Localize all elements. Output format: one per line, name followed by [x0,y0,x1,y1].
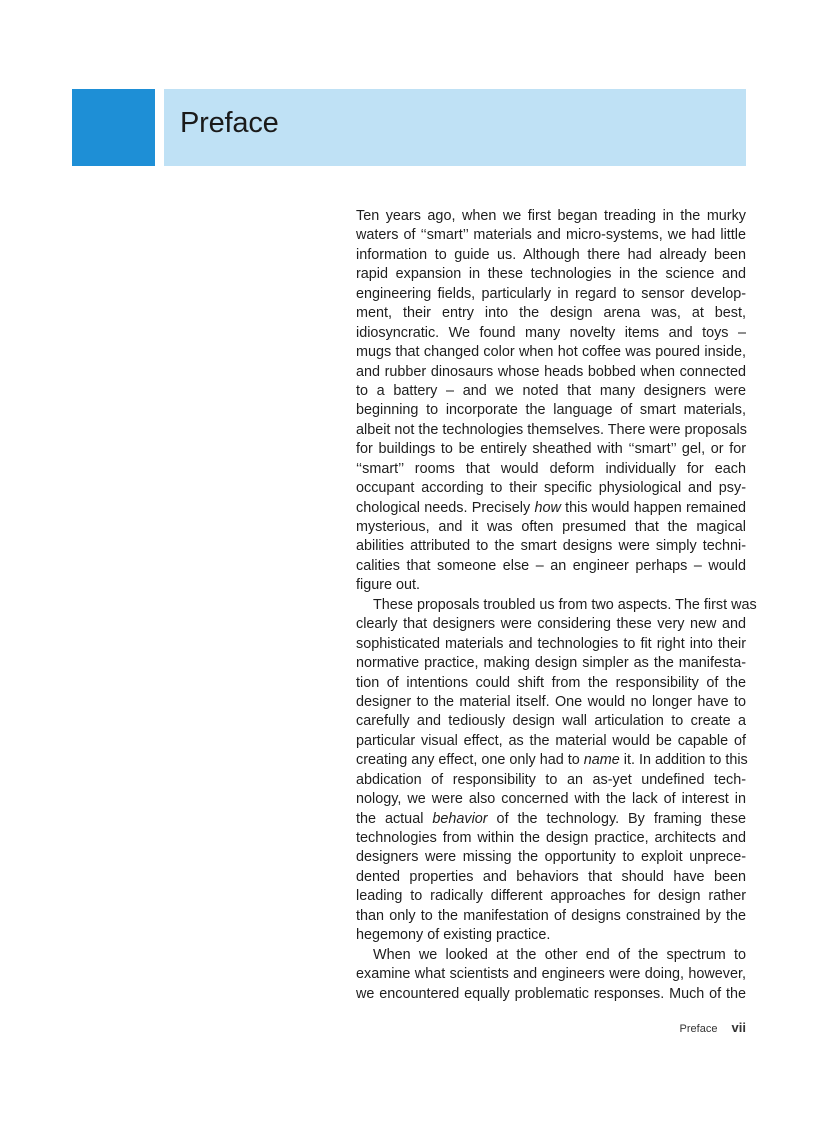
text-line: than only to the manifestation of designs constrained by the [356,907,746,924]
text-line: figure out. [356,577,420,594]
text-segment: of the technology. By framing these [487,810,746,827]
text-line: tion of intentions could shift from the responsibility of the [356,674,746,691]
accent-square [72,89,155,166]
text-line: to a battery – and we noted that many designers were [356,382,746,399]
text-line: we encountered equally problematic responses. Much of the [356,985,746,1002]
text-line: albeit not the technologies themselves. There were proposals [356,421,747,438]
text-line: hegemony of existing practice. [356,927,551,944]
text-line: technologies from within the design practice, architects and [356,830,746,846]
text-segment: creating any effect, one only had to [356,752,584,769]
text-line: engineering fields, particularly in regard to sensor develop- [356,285,746,302]
text-segment: it. In addition to this [619,752,748,769]
text-line: particular visual effect, as the material would be capable of [356,732,746,749]
text-line [356,810,746,829]
running-footer [680,1020,746,1035]
text-line: mugs that changed color when hot coffee was poured inside, [356,344,746,361]
text-line: waters of ‘‘smart’’ materials and micro-systems, we had little [356,227,746,244]
text-segment: the actual [356,810,433,827]
text-line: abilities attributed to the smart designs were simply techni- [356,538,746,555]
text-line: beginning to incorporate the language of smart materials, [356,402,746,419]
text-line: dented properties and behaviors that should have been [356,868,746,885]
text-line: ment, their entry into the design arena was, at best, [356,305,746,322]
text-line: idiosyncratic. We found many novelty items and toys – [356,324,746,341]
page-number: vii [731,1020,746,1035]
text-line: designer to the material itself. One would no longer have to [356,693,746,710]
text-line: normative practice, making design simpler as the manifesta- [356,655,746,672]
text-line: mysterious, and it was often presumed that the magical [356,519,746,535]
text-line: and rubber dinosaurs whose heads bobbed when connected [356,363,746,380]
text-line: These proposals troubled us from two aspects. The first was [373,596,757,613]
text-line: information to guide us. Although there had already been [356,246,746,263]
emphasis: behavior [432,810,488,827]
text-line: for buildings to be entirely sheathed with ‘‘smart’’ gel, or for [356,441,746,458]
text-line: rapid expansion in these technologies in the science and [356,266,746,283]
text-line: carefully and tediously design wall articulation to create a [356,713,746,730]
text-line: ‘‘smart’’ rooms that would deform individually for each [356,460,746,477]
text-line: sophisticated materials and technologies to fit right into their [356,635,746,652]
text-line: nology, we were also concerned with the lack of interest in [356,791,746,808]
text-line: abdication of responsibility to an as-yet undefined tech- [356,771,746,788]
text-segment: chological needs. Precisely [356,499,535,516]
text-line: leading to radically different approaches for design rather [356,888,746,905]
text-line: occupant according to their specific physiological and psy- [356,480,746,497]
emphasis: name [583,752,620,769]
text-line: clearly that designers were considering these very new and [356,616,746,633]
emphasis: how [534,499,561,516]
text-line [356,751,746,770]
text-line: When we looked at the other end of the spectrum to [373,946,746,963]
text-line: calities that someone else – an engineer perhaps – would [356,557,746,574]
text-segment: this would happen remained [560,499,746,516]
text-line [356,499,746,518]
text-line: designers were missing the opportunity to exploit unprece- [356,849,746,866]
body-text [356,207,757,1004]
text-line: Ten years ago, when we first began treading in the murky [356,208,746,224]
chapter-header-band [164,89,746,166]
chapter-title: Preface [180,107,279,139]
text-line: examine what scientists and engineers were doing, however, [356,966,746,983]
footer-label: Preface [679,1023,718,1035]
